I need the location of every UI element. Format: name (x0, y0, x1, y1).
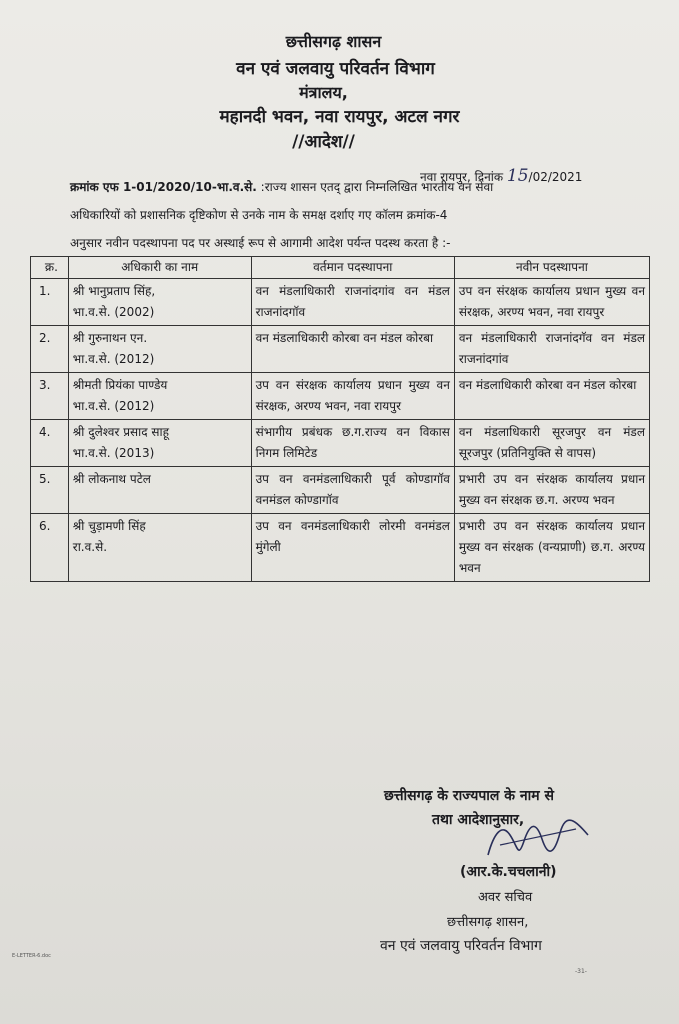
reference-number: क्रमांक एफ 1-01/2020/10-भा.व.से. (70, 180, 257, 194)
signatory-designation: अवर सचिव (478, 890, 533, 905)
current-posting-cell: उप वन संरक्षक कार्यालय प्रधान मुख्य वन संरक्षक, अरण्य भवन, नवा रायपुर (251, 373, 454, 420)
header-government: छत्तीसगढ़ शासन (285, 32, 382, 51)
current-posting-cell: वन मंडलाधिकारी राजनांदगांव वन मंडल राजनांदगॉव (251, 279, 454, 326)
officer-service: भा.व.से. (2013) (72, 446, 155, 460)
header-department: वन एवं जलवायु परिवर्तन विभाग (236, 59, 435, 79)
body-line-3: अनुसार नवीन पदस्थापना पद पर अस्थाई रूप से आगामी आदेश पर्यन्त पदस्थ करता है :- (70, 236, 451, 250)
table-row (31, 279, 650, 326)
new-posting-cell: वन मंडलाधिकारी राजनांदगॅव वन मंडल राजनांदगांव (454, 326, 649, 373)
new-posting-cell: प्रभारी उप वन संरक्षक कार्यालय प्रधान मुख्य वन संरक्षक (वन्यप्राणी) छ.ग. अरण्य भवन (454, 514, 649, 582)
officer-cell (68, 326, 251, 373)
current-posting-cell: उप वन वनमंडलाधिकारी पूर्व कोण्डागॉव वनमंडल कोण्डागॉव (251, 467, 454, 514)
signature-order-line: तथा आदेशानुसार, (432, 812, 525, 828)
new-posting-cell: उप वन संरक्षक कार्यालय प्रधान मुख्य वन संरक्षक, अरण्य भवन, नवा रायपुर (454, 279, 649, 326)
officer-name: श्री लोकनाथ पटेल (72, 472, 151, 486)
table-row (31, 467, 650, 514)
date-rest: /02/2021 (528, 170, 583, 184)
body-line-2: अधिकारियों को प्रशासनिक दृष्टिकोण से उनके नाम के समक्ष दर्शाए गए कॉलम क्रमांक-4 (70, 208, 448, 222)
header-address: महानदी भवन, नवा रायपुर, अटल नगर (219, 107, 460, 127)
header-ministry: मंत्रालय, (299, 83, 348, 102)
officer-cell (68, 420, 251, 467)
body-line-1-text: :राज्य शासन एतद् द्वारा निम्नलिखित भारतीय वन सेवा (260, 180, 494, 194)
officer-name: श्री भानुप्रताप सिंह, (72, 284, 156, 298)
date-label: नवा रायपुर, दिनांक (420, 170, 504, 184)
header-order-title: //आदेश// (292, 132, 355, 152)
header-new-posting: नवीन पदस्थापना (454, 257, 649, 279)
file-code: E-LETTER-6.doc (12, 953, 51, 959)
officer-name: श्री दुलेश्वर प्रसाद साहू (72, 425, 170, 439)
handwritten-signature (480, 815, 600, 865)
new-posting-cell: वन मंडलाधिकारी कोरबा वन मंडल कोरबा (454, 373, 649, 420)
officer-cell (68, 467, 251, 514)
table-header-row (31, 257, 650, 279)
body-line-1 (70, 173, 640, 201)
officer-cell (68, 373, 251, 420)
serial-cell: 2. (31, 326, 69, 373)
signature-authority-line: छत्तीसगढ़ के राज्यपाल के नाम से (384, 788, 554, 804)
serial-cell: 5. (31, 467, 69, 514)
officer-service: भा.व.से. (2002) (72, 305, 155, 319)
header-current-posting: वर्तमान पदस्थापना (251, 257, 454, 279)
date-handwritten-day: 15 (506, 166, 529, 186)
officer-name: श्री चुड़ामणी सिंह (72, 519, 146, 533)
table-row (31, 373, 650, 420)
officer-service: भा.व.से. (2012) (72, 352, 155, 366)
signatory-government: छत्तीसगढ़ शासन, (447, 915, 529, 930)
table-row (31, 420, 650, 467)
table-row (31, 514, 650, 582)
serial-cell: 3. (31, 373, 69, 420)
signatory-name: (आर.के.चचलानी) (460, 864, 557, 880)
table-row (31, 326, 650, 373)
page-mark: -31- (575, 968, 587, 975)
officer-name: श्रीमती प्रियंका पाण्डेय (72, 378, 168, 392)
officer-cell (68, 514, 251, 582)
new-posting-cell: वन मंडलाधिकारी सूरजपुर वन मंडल सूरजपुर (प्रतिनियुक्ति से वापस) (454, 420, 649, 467)
officer-name: श्री गुरुनाथन एन. (72, 331, 148, 345)
new-posting-cell: प्रभारी उप वन संरक्षक कार्यालय प्रधान मुख्य वन संरक्षक छ.ग. अरण्य भवन (454, 467, 649, 514)
header-serial: क्र. (31, 257, 69, 279)
header-officer-name: अधिकारी का नाम (68, 257, 251, 279)
signatory-department: वन एवं जलवायु परिवर्तन विभाग (380, 938, 542, 954)
current-posting-cell: उप वन वनमंडलाधिकारी लोरमी वनमंडल मुंगेली (251, 514, 454, 582)
serial-cell: 1. (31, 279, 69, 326)
officer-service: रा.व.से. (72, 540, 108, 554)
officer-cell (68, 279, 251, 326)
posting-table (30, 256, 650, 582)
officer-service: भा.व.से. (2012) (72, 399, 155, 413)
current-posting-cell: संभागीय प्रबंधक छ.ग.राज्य वन विकास निगम लिमिटेड (251, 420, 454, 467)
current-posting-cell: वन मंडलाधिकारी कोरबा वन मंडल कोरबा (251, 326, 454, 373)
serial-cell: 6. (31, 514, 69, 582)
serial-cell: 4. (31, 420, 69, 467)
